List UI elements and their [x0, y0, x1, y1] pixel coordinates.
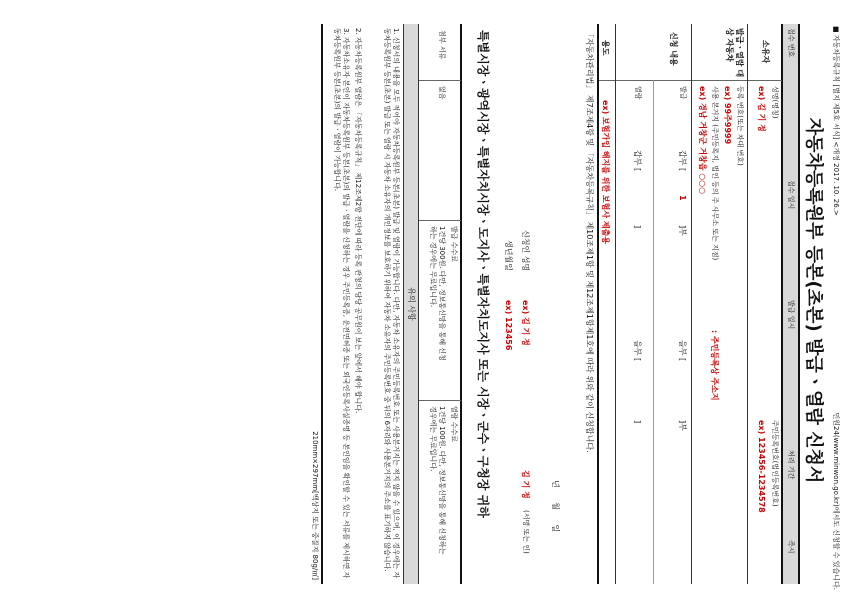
- processing-period-label: 처리 기간: [787, 450, 795, 480]
- attachments-label: 첨부 서류: [438, 30, 446, 60]
- issue-excerpt-unit: ]부: [678, 420, 687, 431]
- view-excerpt-close: ]: [633, 420, 642, 424]
- vehicle-base-value: : 주민등록상 주소지: [710, 330, 719, 401]
- issue-copy-count[interactable]: 1: [678, 195, 687, 201]
- owner-name-label: 성명(명칭): [771, 86, 779, 119]
- form-reference: ■ 자동차등록규칙 [별지 제5호 서식] <개정 2017. 10. 26.>: [832, 26, 840, 216]
- owner-label: 소유자: [761, 40, 770, 64]
- note-item: 3. 자동차소유자 본인이 자동차등록원부 등본(초본)의 발급ㆍ열람을 신청하는 경우 주민등록증, 운전면허증 또는 외국인등록사실증명 등 본인임을 확인할 수 있는 서류를 제시하면 자동차등록원부 등본(초본)의 발급ㆍ열람이 가능합니다.: [333, 28, 350, 579]
- request-label: 신청 내용: [669, 32, 678, 66]
- view-fee-label: 열람 수수료: [450, 406, 458, 443]
- processing-period-value: 즉시: [787, 540, 795, 554]
- notes-heading: 유의 사항: [404, 24, 418, 584]
- view-label: 열람: [634, 86, 642, 100]
- owner-name-value: ex) 김 기 정: [757, 86, 766, 132]
- issue-excerpt-label: 을부 [: [678, 340, 687, 362]
- applicant-label: 신청인 성명: [521, 230, 530, 272]
- owner-id-label: 주민등록번호(법인등록번호): [771, 420, 779, 507]
- birth-label: 생년월일: [504, 240, 513, 271]
- signature-note: (서명 또는 인): [522, 510, 530, 554]
- issue-fee-text: 1건당 300원. 다만, 정보통신망을 통해 신청하는 경우에는 무료입니다.: [429, 226, 446, 361]
- paper-size: 210mm×297mm[백상지 또는 중질지 80g/㎡]: [311, 431, 319, 580]
- online-note: 민원24(www.minwon.go.kr)에서도 신청할 수 있습니다.: [832, 412, 840, 590]
- owner-id-value: ex) 123456-1234578: [757, 420, 766, 513]
- vehicle-base-example: ex) 경남 거창군 거창읍 ○○○: [698, 86, 707, 195]
- attachments-value: 없음: [438, 86, 446, 100]
- view-copy-label: 갑부 [: [633, 150, 642, 172]
- vehicle-reg-value: ex) 99주9999: [723, 86, 732, 145]
- vehicle-reg-label: 등록 번호(또는 차대 번호): [736, 86, 744, 166]
- declaration-date: 년 월 일: [551, 480, 560, 533]
- purpose-label: 용도: [601, 40, 610, 56]
- addressee: 특별시장ㆍ광역시장ㆍ특별자치시장ㆍ도지사ㆍ특별자치도지사 또는 시장ㆍ군수ㆍ구청장 귀하: [476, 30, 490, 518]
- issue-fee-label: 발급 수수료: [450, 226, 458, 263]
- issue-copy-unit: ]부: [678, 225, 687, 236]
- purpose-value: ex) 보험가입 해지를 위한 보험사 제출용: [601, 100, 610, 245]
- view-copy-close: ]: [633, 225, 642, 229]
- issue-date-label: 발급 일시: [787, 300, 795, 330]
- page-title: 자동차등록원부 등본(초본) 발급ㆍ열람 신청서: [803, 117, 824, 484]
- birth-value: ex) 123456: [504, 300, 513, 351]
- receipt-number-label: 접수 번호: [787, 28, 795, 58]
- applicant-value: ex) 김 기 정: [521, 300, 530, 346]
- issue-copy-label: 갑부 [: [678, 150, 687, 172]
- vehicle-label: 발급ㆍ열람 대상 자동차: [725, 28, 744, 78]
- note-item: 2. 자동차등록원부 열람은 「자동차등록규칙」 제12조제2항 전단에 따라 등록 관청의 담당 공무원이 보는 앞에서 해야 합니다.: [354, 28, 362, 414]
- note-item: 1. 신청서의 내용을 모두 적어야 자동차등록원부 등본(초본) 발급 및 열람이 가능합니다. 다만, 자동차 소유자의 주민등록번호 또는 사용본거지는 적지 않을 수 있으며, 이 경우에는 자동차등록원부 등본(초본) 발급 또는 열람 시 자동차 소유자의 개인정보를 보호하기 위하여 자동차 소유자의 주민등록번호 중 뒤의 6자리와 사용본거지의 주소를 표기하지 않습니다.: [383, 28, 400, 579]
- view-excerpt-label: 을부 [: [633, 340, 642, 362]
- declaration-text: 「자동차관리법」 제7조제4항 및 「자동차등록규칙」 제10조제1항 및 제12조제1항제1호에 따라 위와 같이 신청합니다.: [585, 30, 594, 453]
- view-fee-text: 1건당 100원. 다만, 정보통신망을 통해 신청하는 경우에는 무료입니다.: [429, 406, 446, 555]
- issue-label: 발급: [679, 86, 687, 100]
- top-rule: [798, 24, 800, 584]
- vehicle-base-label: 사용 본거지 (주민등록지, 법인 등의 주 사무소 또는 지점): [711, 86, 719, 261]
- signature-example: 김 기 정: [521, 470, 530, 499]
- receipt-date-label: 접수 일시: [787, 180, 795, 210]
